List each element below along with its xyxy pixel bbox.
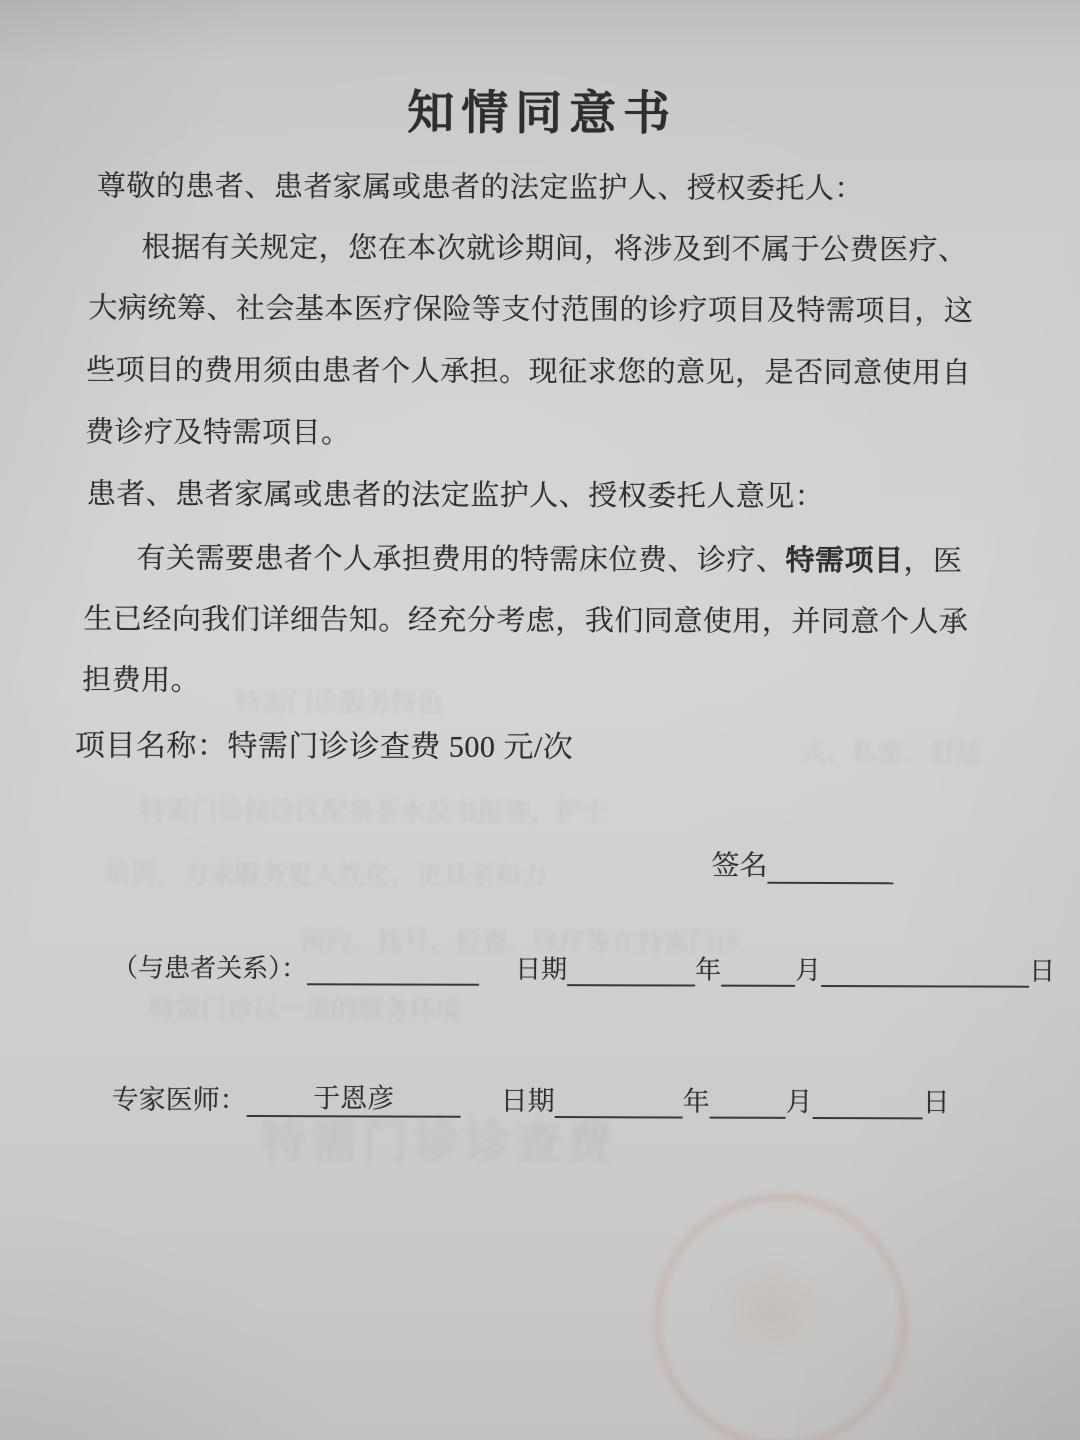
intro-line: 大病统筹、社会基本医疗保险等支付范围的诊疗项目及特需项目，这 — [88, 292, 974, 328]
opinion-heading: 患者、患者家属或患者的法定监护人、授权委托人意见： — [86, 478, 825, 513]
month-label: 月 — [785, 1086, 813, 1117]
red-stamp-bleedthrough-core — [710, 1253, 836, 1365]
year-blank-line — [721, 953, 795, 987]
signature-label: 签名 — [711, 850, 768, 882]
signature-row — [711, 846, 893, 885]
bleedthrough-line: 式、私密、舒适 — [799, 737, 982, 768]
date-blank-line — [555, 1084, 683, 1118]
day-label: 日 — [1029, 956, 1056, 986]
bleedthrough-line: 预约、挂号、检查、诊疗等在特需门诊 — [299, 927, 742, 958]
intro-line: 些项目的费用须由患者个人承担。现征求您的意见，是否同意使用自 — [86, 354, 972, 390]
signature-blank-line — [767, 850, 893, 884]
date-blank-line — [567, 952, 695, 986]
month-blank-line — [821, 953, 1029, 988]
consent-line-pre: 有关需要患者个人承担费用的特需床位费、诊疗、 — [136, 542, 786, 577]
relation-blank-line — [307, 951, 479, 986]
consent-line-post: ，医 — [903, 545, 963, 578]
consent-line-bold-term: 特需项目 — [785, 544, 904, 578]
bleedthrough-line: 特需门诊以一流的服务环境 — [148, 994, 462, 1025]
month-label: 月 — [795, 955, 822, 985]
doctor-name: 于恩彦 — [313, 1083, 395, 1114]
project-name-value: 特需门诊诊查费 500 元/次 — [227, 729, 574, 765]
date-label: 日期 — [515, 954, 568, 985]
bleedthrough-line: 培训，力求服务更人性化，更具亲和力 — [104, 859, 547, 891]
date-label: 日期 — [500, 1085, 555, 1117]
bleedthrough-line: 特需门诊候诊区配备茶水及书报等，护士 — [139, 796, 608, 828]
day-label: 日 — [922, 1087, 950, 1118]
relation-date-row — [112, 941, 1055, 988]
doctor-name-blank-line — [247, 1083, 461, 1118]
consent-line: 生已经向我们详细告知。经充分考虑，我们同意使用，并同意个人承 — [83, 603, 969, 639]
consent-line — [136, 536, 962, 580]
project-name-label: 项目名称： — [74, 729, 228, 763]
year-label: 年 — [695, 955, 722, 985]
bleedthrough-line: 特需门诊服务特色 — [235, 687, 444, 718]
doctor-label: 专家医师： — [111, 1084, 247, 1115]
intro-line: 根据有关规定，您在本次就诊期间，将涉及到不属于公费医疗、 — [141, 231, 968, 267]
salutation-line: 尊敬的患者、患者家属或患者的法定监护人、授权委托人： — [96, 170, 864, 206]
year-blank-line — [710, 1085, 786, 1119]
project-name-line — [75, 720, 573, 766]
bleedthrough-line: 特需门诊诊查费 — [260, 1116, 618, 1169]
intro-line: 费诊疗及特需项目。 — [84, 416, 351, 450]
month-blank-line — [813, 1085, 923, 1119]
relation-label: （与患者关系）： — [112, 953, 308, 984]
page-title: 知情同意书 — [407, 87, 678, 141]
consent-line: 担费用。 — [82, 664, 201, 697]
doctor-date-row — [112, 1077, 950, 1120]
year-label: 年 — [682, 1086, 710, 1117]
